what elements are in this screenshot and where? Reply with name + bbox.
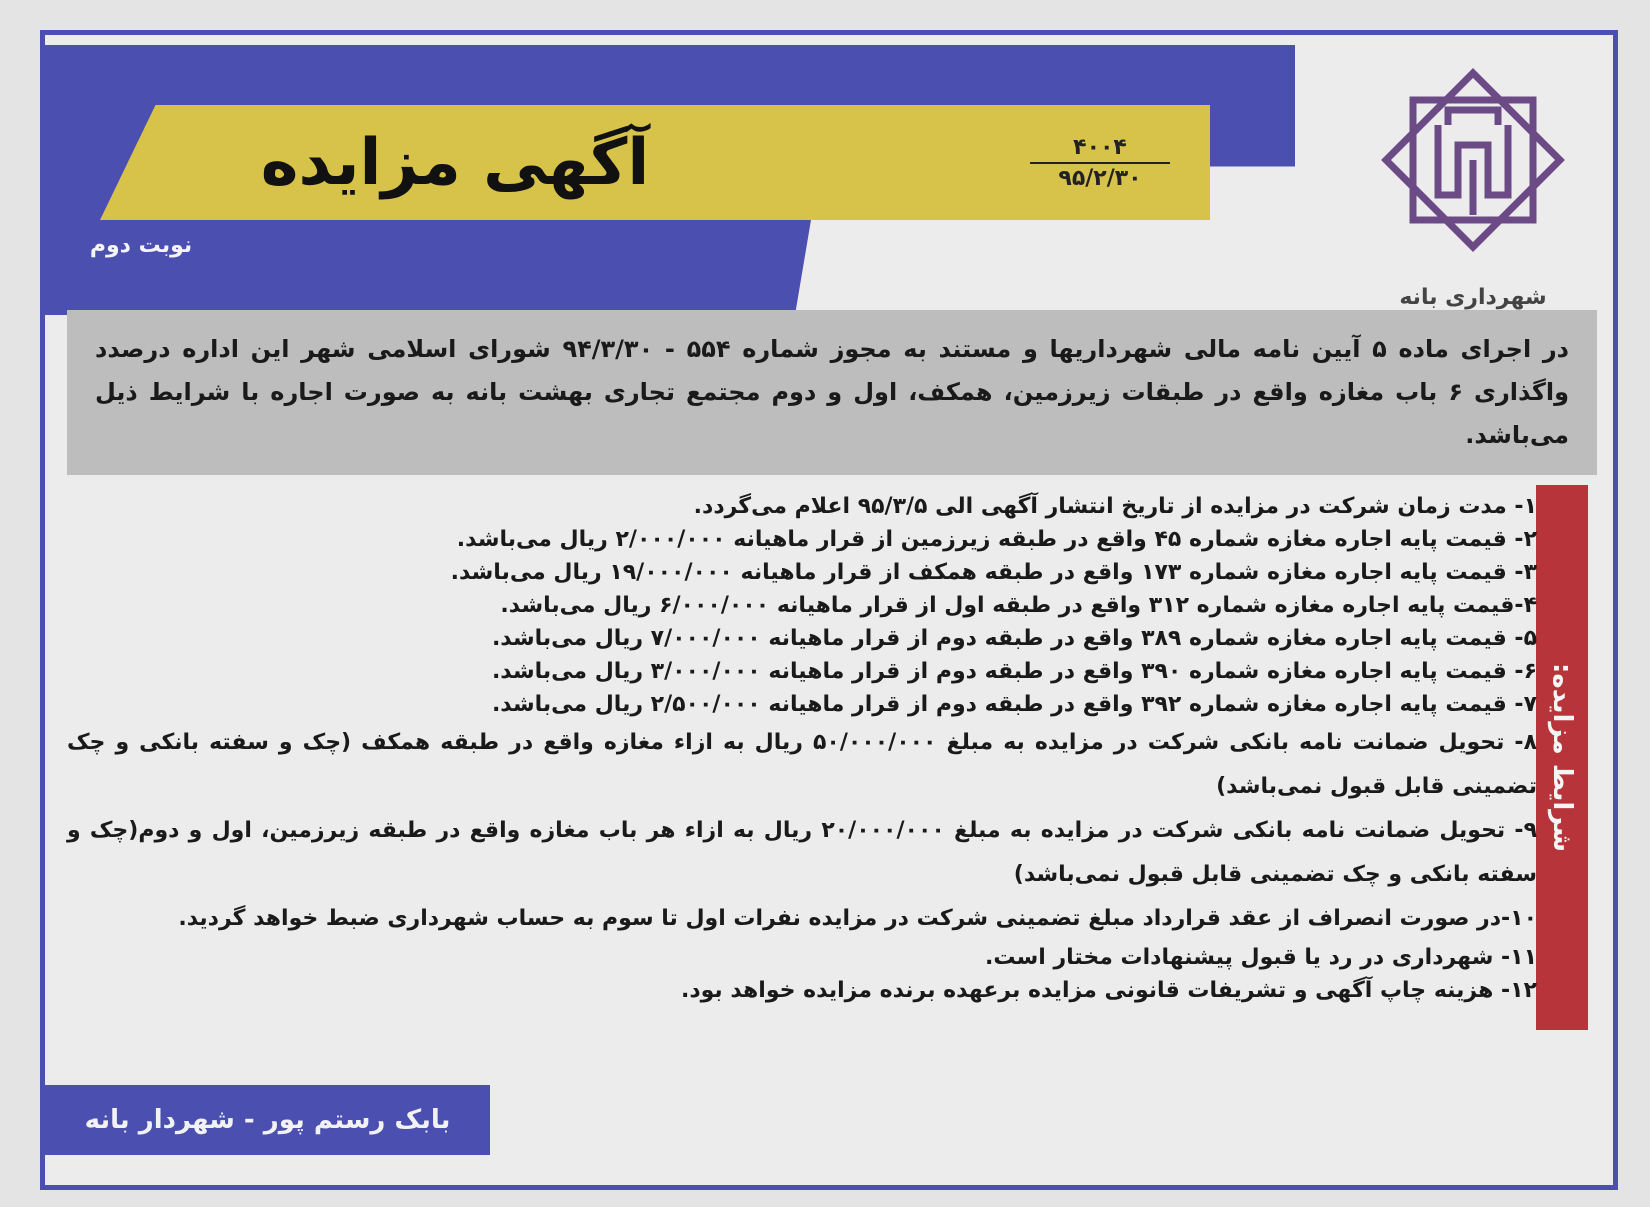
conditions-side-label	[1536, 485, 1588, 1030]
condition-item: ۵- قیمت پایه اجاره مغازه شماره ۳۸۹ واقع در طبقه دوم از قرار ماهیانه ۷/۰۰۰/۰۰۰ ریال می‌باشد.	[491, 626, 1537, 651]
condition-item: ۱۱- شهرداری در رد یا قبول پیشنهادات مختار است.	[984, 945, 1537, 970]
condition-item: ۷- قیمت پایه اجاره مغازه شماره ۳۹۲ واقع در طبقه دوم از قرار ماهیانه ۲/۵۰۰/۰۰۰ ریال می‌باشد.	[491, 692, 1537, 717]
notice-number: ۴۰۰۴	[1030, 135, 1170, 164]
condition-item: ۱۲- هزینه چاپ آگهی و تشریفات قانونی مزایده برعهده برنده مزایده خواهد بود.	[680, 978, 1537, 1003]
notice-frame	[40, 30, 1618, 1190]
intro-paragraph: در اجرای ماده ۵ آیین نامه مالی شهرداریها و مستند به مجوز شماره ۵۵۴ - ۹۴/۳/۳۰ شورای اسلامی شهر این اداره درصدد واگذاری ۶ باب مغازه واقع در طبقات زیرزمین، همکف، اول و دوم مجتمع تجاری بهشت بانه به صورت اجاره با شرایط ذیل می‌باشد.	[67, 310, 1597, 475]
municipality-knot-logo-icon	[1378, 65, 1568, 275]
notice-title: آگهی مزایده	[260, 125, 650, 200]
condition-item: ۶- قیمت پایه اجاره مغازه شماره ۳۹۰ واقع در طبقه دوم از قرار ماهیانه ۳/۰۰۰/۰۰۰ ریال می‌باشد.	[491, 659, 1537, 684]
publication-round: نوبت دوم	[89, 232, 193, 258]
condition-item: ۹- تحویل ضمانت نامه بانکی شرکت در مزایده به مبلغ ۲۰/۰۰۰/۰۰۰ ریال به ازاء هر باب مغازه واقع در طبقه زیرزمین، اول و دوم(چک و سفته بانکی و چک تضمینی قابل قبول نمی‌باشد)	[67, 818, 1537, 887]
document-number	[1030, 135, 1170, 191]
municipality-logo	[1358, 65, 1588, 325]
condition-item: ۴-قیمت پایه اجاره مغازه شماره ۳۱۲ واقع در طبقه اول از قرار ماهیانه ۶/۰۰۰/۰۰۰ ریال می‌باشد.	[500, 593, 1537, 618]
condition-item: ۱- مدت زمان شرکت در مزایده از تاریخ انتشار آگهی الی ۹۵/۳/۵ اعلام می‌گردد.	[693, 494, 1537, 519]
conditions-list	[67, 490, 1537, 1007]
condition-item: ۳- قیمت پایه اجاره مغازه شماره ۱۷۳ واقع در طبقه همکف از قرار ماهیانه ۱۹/۰۰۰/۰۰۰ ریال می‌باشد.	[450, 560, 1537, 585]
condition-item: ۸- تحویل ضمانت نامه بانکی شرکت در مزایده به مبلغ ۵۰/۰۰۰/۰۰۰ ریال به ازاء مغازه واقع در طبقه همکف (چک و سفته بانکی و چک تضمینی قابل قبول نمی‌باشد)	[67, 730, 1537, 799]
signature-footer: بابک رستم پور - شهردار بانه	[45, 1085, 490, 1155]
condition-item: ۱۰-در صورت انصراف از عقد قرارداد مبلغ تضمینی شرکت در مزایده نفرات اول تا سوم به حساب شهرداری ضبط خواهد گردید.	[178, 906, 1537, 931]
notice-date: ۹۵/۲/۳۰	[1058, 166, 1142, 191]
conditions-side-label-text: شرایط مزایده:	[1547, 662, 1577, 853]
condition-item: ۲- قیمت پایه اجاره مغازه شماره ۴۵ واقع در طبقه زیرزمین از قرار ماهیانه ۲/۰۰۰/۰۰۰ ریال می‌باشد.	[456, 527, 1537, 552]
logo-caption: شهرداری بانه	[1399, 285, 1547, 310]
